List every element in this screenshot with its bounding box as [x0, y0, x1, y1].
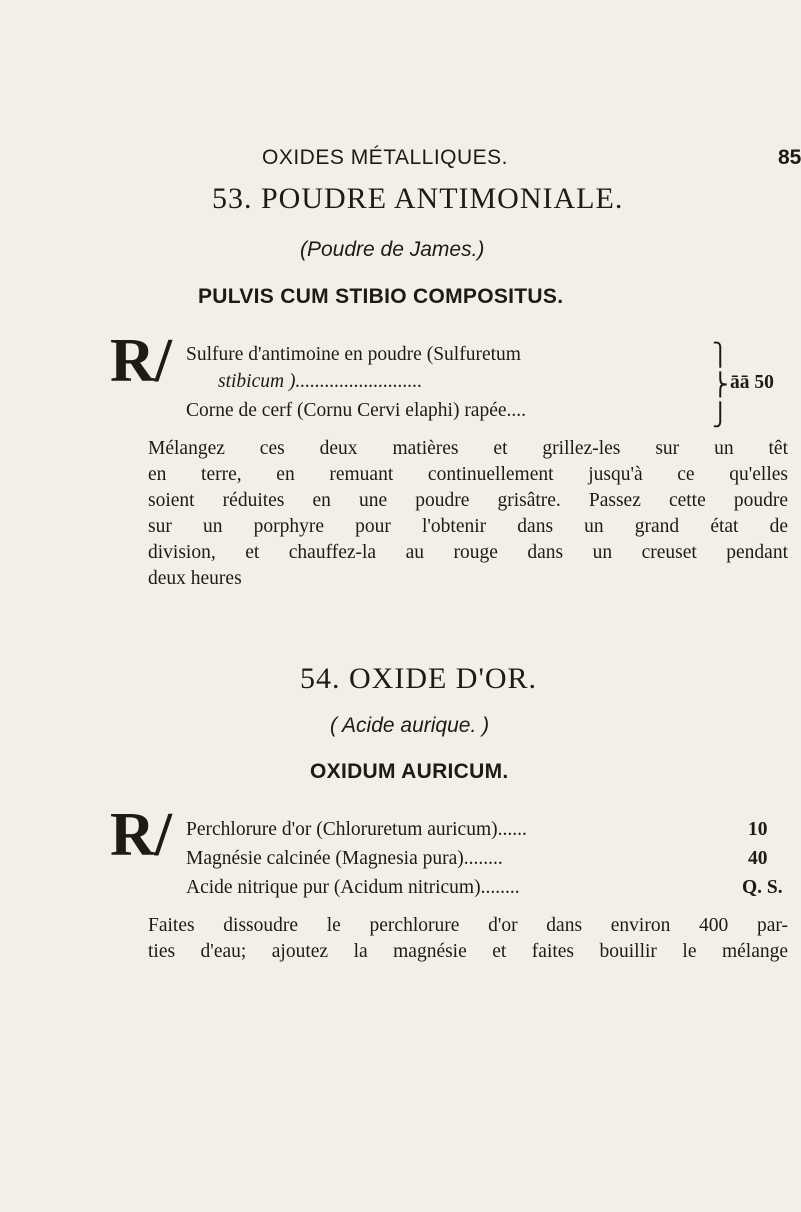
section-54-subtitle: ( Acide aurique. ) — [330, 714, 490, 737]
ingredient-line: Acide nitrique pur (Acidum nitricum)........ — [186, 877, 520, 898]
paragraph-line: Mélangez ces deux matières et grillez-les sur un têt — [148, 438, 788, 459]
section-53-title: 53. POUDRE ANTIMONIALE. — [212, 182, 624, 215]
running-title: OXIDES MÉTALLIQUES. — [262, 146, 509, 169]
quantity: āā 50 — [730, 372, 774, 393]
paragraph-line: sur un porphyre pour l'obtenir dans un grand état de — [148, 516, 788, 537]
paragraph-line: en terre, en remuant continuellement jusqu'à ce qu'elles — [148, 464, 788, 485]
section-53-latin-title: PULVIS CUM STIBIO COMPOSITUS. — [198, 285, 564, 308]
ingredient-line: Corne de cerf (Cornu Cervi elaphi) rapée.... — [186, 400, 527, 421]
paragraph-line: Faites dissoudre le perchlorure d'or dans environ 400 par- — [148, 915, 788, 936]
section-54-latin-title: OXIDUM AURICUM. — [310, 760, 509, 783]
paragraph-line: deux heures — [148, 568, 242, 589]
ingredient-line: stibicum ).......................... — [218, 371, 423, 392]
recipe-symbol: R/ — [110, 801, 172, 869]
paragraph-line: soient réduites en une poudre grisâtre. Passez cette poudre — [148, 490, 788, 511]
ingredient-line: Sulfure d'antimoine en poudre (Sulfuretum — [186, 344, 521, 365]
paragraph-line: division, et chauffez-la au rouge dans un creuset pendant — [148, 542, 788, 563]
quantity: 10 — [748, 819, 768, 840]
section-54-title: 54. OXIDE D'OR. — [300, 662, 538, 695]
paragraph-line: ties d'eau; ajoutez la magnésie et faites bouillir le mélange — [148, 941, 788, 962]
page-number: 85 — [778, 146, 801, 169]
ingredient-line: Perchlorure d'or (Chloruretum auricum)...... — [186, 819, 527, 840]
quantity: Q. S. — [742, 877, 783, 898]
ingredient-line: Magnésie calcinée (Magnesia pura)........ — [186, 848, 503, 869]
section-53-subtitle: (Poudre de James.) — [300, 238, 485, 261]
brace: ⎫ ⎬ ⎭ — [712, 342, 729, 427]
recipe-symbol: R/ — [110, 327, 172, 395]
paragraph — [148, 436, 788, 592]
quantity: 40 — [748, 848, 768, 869]
paragraph — [148, 913, 788, 965]
